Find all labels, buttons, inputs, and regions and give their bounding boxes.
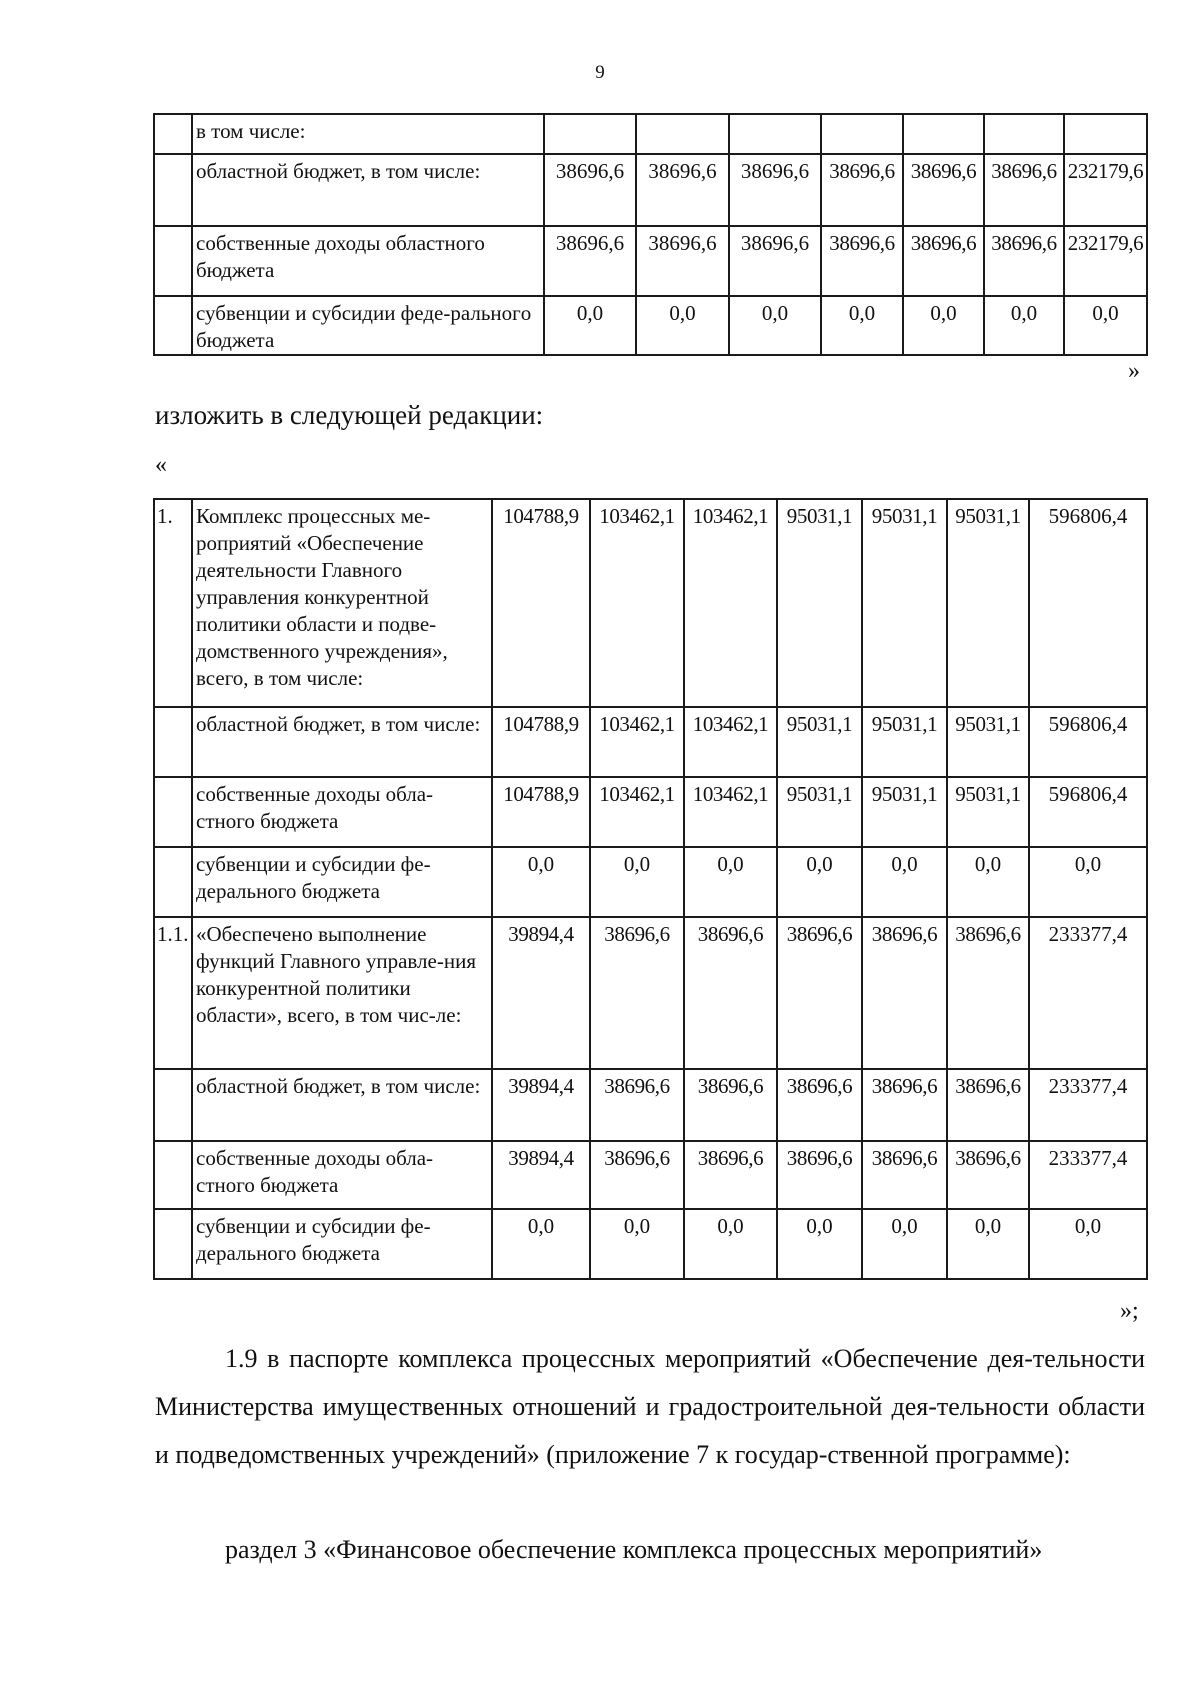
value-cell: 38696,6 xyxy=(984,226,1064,296)
value-cell: 103462,1 xyxy=(684,707,777,777)
value-cell: 38696,6 xyxy=(590,1069,684,1141)
row-label: Комплекс процессных ме-роприятий «Обеспечение деятельности Главного управления конкурентной политики области и подве-домственного учреждения», всего, в том числе: xyxy=(192,499,492,707)
table-row xyxy=(154,296,1147,355)
value-cell: 95031,1 xyxy=(862,707,947,777)
value-cell: 38696,6 xyxy=(862,1141,947,1209)
table-row xyxy=(154,1209,1147,1279)
row-number-cell xyxy=(154,114,192,154)
value-cell: 38696,6 xyxy=(862,1069,947,1141)
budget-table-new xyxy=(153,498,1148,1280)
value-cell: 596806,4 xyxy=(1029,499,1147,707)
value-cell: 0,0 xyxy=(492,1209,590,1279)
value-cell: 39894,4 xyxy=(492,1069,590,1141)
value-cell: 0,0 xyxy=(777,1209,862,1279)
value-cell: 38696,6 xyxy=(903,226,984,296)
value-cell: 103462,1 xyxy=(590,707,684,777)
table-row xyxy=(154,707,1147,777)
value-cell xyxy=(729,114,821,154)
closing-quote-semicolon: »; xyxy=(1120,1298,1139,1324)
value-cell: 0,0 xyxy=(1064,296,1147,355)
value-cell: 232179,6 xyxy=(1064,226,1147,296)
value-cell: 38696,6 xyxy=(636,226,729,296)
value-cell: 38696,6 xyxy=(777,1069,862,1141)
value-cell: 38696,6 xyxy=(947,1069,1029,1141)
value-cell xyxy=(821,114,903,154)
value-cell: 38696,6 xyxy=(947,1141,1029,1209)
value-cell: 38696,6 xyxy=(684,1069,777,1141)
value-cell: 0,0 xyxy=(636,296,729,355)
row-number-cell xyxy=(154,1209,192,1279)
table-row xyxy=(154,917,1147,1069)
row-number-cell xyxy=(154,1069,192,1141)
row-label: субвенции и субсидии фе-дерального бюджета xyxy=(192,847,492,917)
row-number-cell xyxy=(154,226,192,296)
row-label: «Обеспечено выполнение функций Главного управле-ния конкурентной политики области», всего, в том чис-ле: xyxy=(192,917,492,1069)
value-cell: 38696,6 xyxy=(777,917,862,1069)
paragraph-text: 1.9 в паспорте комплекса процессных мероприятий «Обеспечение дея-тельности Министерства имущественных отношений и градостроительной дея-тельности области и подведомственных учреждений» (приложение 7 к государ-ственной программе): xyxy=(155,1344,1145,1469)
value-cell: 103462,1 xyxy=(590,777,684,847)
value-cell: 0,0 xyxy=(777,847,862,917)
value-cell: 38696,6 xyxy=(544,226,636,296)
row-number-cell: 1.1. xyxy=(154,917,192,1069)
row-number-cell xyxy=(154,707,192,777)
value-cell: 0,0 xyxy=(821,296,903,355)
row-label: в том числе: xyxy=(192,114,544,154)
value-cell xyxy=(984,114,1064,154)
value-cell: 38696,6 xyxy=(636,154,729,226)
row-label: областной бюджет, в том числе: xyxy=(192,154,544,226)
value-cell: 38696,6 xyxy=(729,154,821,226)
value-cell: 104788,9 xyxy=(492,707,590,777)
value-cell: 103462,1 xyxy=(590,499,684,707)
value-cell: 38696,6 xyxy=(729,226,821,296)
value-cell: 0,0 xyxy=(492,847,590,917)
value-cell: 233377,4 xyxy=(1029,1141,1147,1209)
value-cell: 0,0 xyxy=(947,1209,1029,1279)
value-cell: 0,0 xyxy=(984,296,1064,355)
value-cell: 95031,1 xyxy=(777,707,862,777)
value-cell: 233377,4 xyxy=(1029,917,1147,1069)
value-cell: 95031,1 xyxy=(947,499,1029,707)
row-number-cell xyxy=(154,296,192,355)
value-cell: 0,0 xyxy=(1029,1209,1147,1279)
section-paragraph xyxy=(155,1526,1145,1574)
value-cell: 0,0 xyxy=(729,296,821,355)
value-cell xyxy=(636,114,729,154)
value-cell: 38696,6 xyxy=(947,917,1029,1069)
amendment-lead-text: изложить в следующей редакции: xyxy=(155,400,544,430)
value-cell: 0,0 xyxy=(862,1209,947,1279)
value-cell: 0,0 xyxy=(590,1209,684,1279)
value-cell: 95031,1 xyxy=(947,707,1029,777)
opening-quote: « xyxy=(155,452,167,478)
value-cell: 0,0 xyxy=(862,847,947,917)
row-label: собственные доходы областного бюджета xyxy=(192,226,544,296)
value-cell: 103462,1 xyxy=(684,499,777,707)
value-cell xyxy=(544,114,636,154)
table-row xyxy=(154,777,1147,847)
value-cell: 0,0 xyxy=(903,296,984,355)
row-label: субвенции и субсидии фе-дерального бюджета xyxy=(192,1209,492,1279)
value-cell: 0,0 xyxy=(684,847,777,917)
value-cell: 0,0 xyxy=(684,1209,777,1279)
value-cell: 104788,9 xyxy=(492,499,590,707)
value-cell: 596806,4 xyxy=(1029,777,1147,847)
value-cell: 38696,6 xyxy=(984,154,1064,226)
table-row xyxy=(154,1069,1147,1141)
table-row xyxy=(154,1141,1147,1209)
row-number-cell xyxy=(154,847,192,917)
row-number-cell xyxy=(154,1141,192,1209)
value-cell: 38696,6 xyxy=(862,917,947,1069)
table-row xyxy=(154,114,1147,154)
value-cell: 233377,4 xyxy=(1029,1069,1147,1141)
row-number-cell xyxy=(154,154,192,226)
value-cell: 39894,4 xyxy=(492,917,590,1069)
value-cell: 38696,6 xyxy=(590,1141,684,1209)
value-cell: 38696,6 xyxy=(821,154,903,226)
row-number-cell: 1. xyxy=(154,499,192,707)
value-cell: 39894,4 xyxy=(492,1141,590,1209)
value-cell: 95031,1 xyxy=(777,777,862,847)
closing-quote: » xyxy=(1128,358,1140,384)
value-cell: 95031,1 xyxy=(777,499,862,707)
value-cell: 0,0 xyxy=(590,847,684,917)
row-label: областной бюджет, в том числе: xyxy=(192,1069,492,1141)
table-row xyxy=(154,847,1147,917)
value-cell: 104788,9 xyxy=(492,777,590,847)
value-cell: 103462,1 xyxy=(684,777,777,847)
value-cell: 38696,6 xyxy=(821,226,903,296)
value-cell: 38696,6 xyxy=(684,1141,777,1209)
budget-table-previous xyxy=(153,113,1148,356)
value-cell: 596806,4 xyxy=(1029,707,1147,777)
row-label: собственные доходы обла-стного бюджета xyxy=(192,777,492,847)
value-cell: 0,0 xyxy=(544,296,636,355)
table-row xyxy=(154,154,1147,226)
table-row xyxy=(154,499,1147,707)
amendment-paragraph xyxy=(155,1335,1145,1479)
table-row xyxy=(154,226,1147,296)
row-label: собственные доходы обла-стного бюджета xyxy=(192,1141,492,1209)
value-cell: 38696,6 xyxy=(903,154,984,226)
row-number-cell xyxy=(154,777,192,847)
value-cell: 232179,6 xyxy=(1064,154,1147,226)
value-cell: 38696,6 xyxy=(684,917,777,1069)
paragraph-text: раздел 3 «Финансовое обеспечение комплекса процессных мероприятий» xyxy=(225,1535,1043,1564)
value-cell xyxy=(903,114,984,154)
value-cell: 38696,6 xyxy=(590,917,684,1069)
value-cell: 95031,1 xyxy=(862,777,947,847)
page-number: 9 xyxy=(595,62,605,83)
value-cell: 0,0 xyxy=(947,847,1029,917)
value-cell: 38696,6 xyxy=(777,1141,862,1209)
row-label: субвенции и субсидии феде-ральногo бюджета xyxy=(192,296,544,355)
value-cell: 95031,1 xyxy=(862,499,947,707)
row-label: областной бюджет, в том числе: xyxy=(192,707,492,777)
value-cell xyxy=(1064,114,1147,154)
value-cell: 38696,6 xyxy=(544,154,636,226)
value-cell: 95031,1 xyxy=(947,777,1029,847)
value-cell: 0,0 xyxy=(1029,847,1147,917)
